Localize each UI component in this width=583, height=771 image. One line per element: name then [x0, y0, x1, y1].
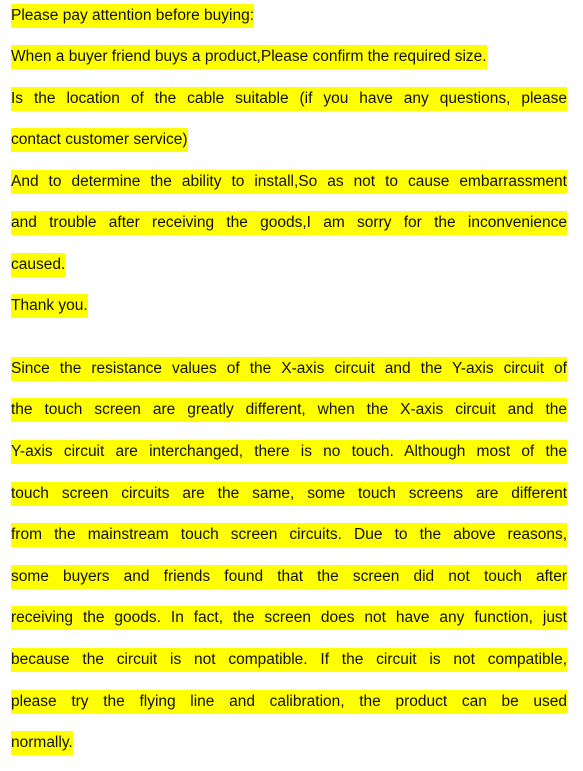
touch-line-9	[11, 690, 567, 714]
confirm-size-text: When a buyer friend buys a product,Please confirm the required size.	[11, 45, 487, 69]
touch-line-3	[11, 440, 567, 464]
touch-text-2: the touch screen are greatly different, when the X-axis circuit and the	[11, 398, 567, 422]
touch-text-4: touch screen circuits are the same, some touch screens are different	[11, 482, 567, 506]
touch-line-6	[11, 565, 567, 589]
notice-heading: Please pay attention before buying:	[11, 4, 254, 28]
touch-text-7: receiving the goods. In fact, the screen does not have any function, just	[11, 606, 567, 630]
touch-line-4	[11, 482, 567, 506]
touch-line-2	[11, 398, 567, 422]
install-line-1	[11, 170, 567, 194]
touch-text-3: Y-axis circuit are interchanged, there is no touch. Although most of the	[11, 440, 567, 464]
cable-line-2	[11, 128, 567, 152]
install-line-3	[11, 253, 567, 277]
cable-text-1: Is the location of the cable suitable (if you have any questions, please	[11, 87, 567, 111]
install-text-3: caused.	[11, 253, 65, 277]
touch-text-8: because the circuit is not compatible. If the circuit is not compatible,	[11, 648, 567, 672]
install-line-2	[11, 211, 567, 235]
thanks-line	[11, 294, 567, 318]
cable-text-2: contact customer service)	[11, 128, 188, 152]
touch-line-7	[11, 606, 567, 630]
touch-line-5	[11, 523, 567, 547]
touch-line-8	[11, 648, 567, 672]
touch-line-10	[11, 731, 567, 755]
touch-text-10: normally.	[11, 731, 73, 755]
touch-text-5: from the mainstream touch screen circuits. Due to the above reasons,	[11, 523, 567, 547]
thanks-text: Thank you.	[11, 294, 88, 318]
cable-line-1	[11, 87, 567, 111]
install-text-2: and trouble after receiving the goods,I am sorry for the inconvenience	[11, 211, 567, 235]
touch-text-9: please try the flying line and calibration, the product can be used	[11, 690, 567, 714]
touch-text-1: Since the resistance values of the X-axis circuit and the Y-axis circuit of	[11, 357, 567, 381]
notice-heading-line	[11, 4, 567, 28]
confirm-size-line	[11, 45, 567, 69]
touch-text-6: some buyers and friends found that the screen did not touch after	[11, 565, 567, 589]
install-text-1: And to determine the ability to install,So as not to cause embarrassment	[11, 170, 567, 194]
touch-line-1	[11, 357, 567, 381]
